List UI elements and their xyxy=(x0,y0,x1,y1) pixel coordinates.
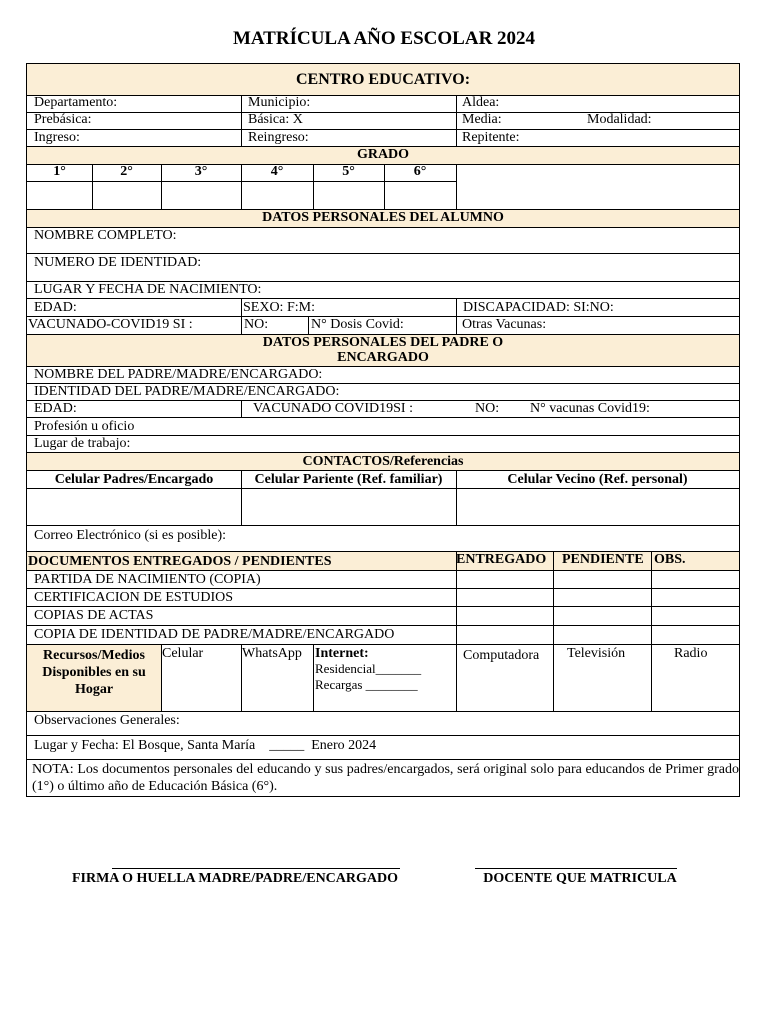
numero-identidad-field[interactable]: NUMERO DE IDENTIDAD: xyxy=(34,255,202,270)
observaciones-field[interactable]: Observaciones Generales: xyxy=(34,713,180,728)
documento-item: COPIAS DE ACTAS xyxy=(34,608,154,623)
documento-item: COPIA DE IDENTIDAD DE PADRE/MADRE/ENCARGADO xyxy=(34,627,395,642)
recursos-label-line1: Recursos/Medios xyxy=(43,648,145,663)
departamento-field[interactable]: Departamento: xyxy=(34,95,118,110)
documento-item: CERTIFICACION DE ESTUDIOS xyxy=(34,590,234,605)
dosis-covid-field[interactable]: N° Dosis Covid: xyxy=(311,317,404,332)
aldea-field[interactable]: Aldea: xyxy=(462,95,500,110)
correo-field[interactable]: Correo Electrónico (si es posible): xyxy=(34,528,227,543)
grade-5: 5° xyxy=(342,164,355,179)
nombre-padre-field[interactable]: NOMBRE DEL PADRE/MADRE/ENCARGADO: xyxy=(34,367,323,382)
grade-2: 2° xyxy=(120,164,133,179)
lugar-trabajo-field[interactable]: Lugar de trabajo: xyxy=(34,436,131,451)
obs-header: OBS. xyxy=(654,552,686,567)
recurso-television[interactable]: Televisión xyxy=(567,646,626,661)
grade-6: 6° xyxy=(413,164,427,179)
contactos-header: CONTACTOS/Referencias xyxy=(302,454,464,469)
centro-header: CENTRO EDUCATIVO: xyxy=(295,71,471,88)
recurso-recargas[interactable]: Recargas ________ xyxy=(315,677,418,692)
padre-vacunado-no-field[interactable]: NO: xyxy=(475,401,500,416)
padre-vacunado-field[interactable]: VACUNADO COVID19SI : xyxy=(253,401,413,416)
documentos-header: DOCUMENTOS ENTREGADOS / PENDIENTES xyxy=(28,554,332,569)
municipio-field[interactable]: Municipio: xyxy=(248,95,311,110)
recurso-internet[interactable]: Internet: xyxy=(315,646,369,661)
basica-field[interactable]: Básica: X xyxy=(248,112,303,127)
grade-1: 1° xyxy=(53,164,66,179)
firma-docente-label: DOCENTE QUE MATRICULA xyxy=(483,871,677,886)
firma-padre-line xyxy=(112,868,400,869)
alumno-vacunado-no-field[interactable]: NO: xyxy=(244,317,269,332)
recursos-label-line2: Disponibles en su xyxy=(42,665,146,680)
recurso-celular[interactable]: Celular xyxy=(162,646,204,661)
pendiente-header: PENDIENTE xyxy=(562,552,644,567)
celular-vecino-header: Celular Vecino (Ref. personal) xyxy=(507,472,688,487)
media-field[interactable]: Media: xyxy=(462,112,502,127)
lugar-fecha-nacimiento-field[interactable]: LUGAR Y FECHA DE NACIMIENTO: xyxy=(34,282,262,297)
modalidad-field[interactable]: Modalidad: xyxy=(587,112,652,127)
sexo-field[interactable]: SEXO: F:M: xyxy=(243,300,315,315)
padre-edad-field[interactable]: EDAD: xyxy=(34,401,77,416)
recurso-computadora[interactable]: Computadora xyxy=(463,648,540,663)
alumno-header: DATOS PERSONALES DEL ALUMNO xyxy=(262,210,504,225)
padre-header-line2: ENCARGADO xyxy=(337,350,429,365)
grado-header: GRADO xyxy=(356,147,410,162)
recurso-radio[interactable]: Radio xyxy=(674,646,708,661)
prebasica-field[interactable]: Prebásica: xyxy=(34,112,92,127)
nombre-completo-field[interactable]: NOMBRE COMPLETO: xyxy=(34,228,177,243)
reingreso-field[interactable]: Reingreso: xyxy=(248,130,309,145)
grade-4: 4° xyxy=(270,164,284,179)
lugar-fecha-field[interactable]: Lugar y Fecha: El Bosque, Santa María _____ Enero 2024 xyxy=(34,738,377,753)
ingreso-field[interactable]: Ingreso: xyxy=(34,130,80,145)
firma-padre-label: FIRMA O HUELLA MADRE/PADRE/ENCARGADO xyxy=(71,871,399,886)
celular-padres-header: Celular Padres/Encargado xyxy=(54,472,214,487)
nota-text: NOTA: Los documentos personales del educando y sus padres/encargados, será original solo para educandos de Primer grado (1°) o último año de Educación Básica (6°). xyxy=(32,762,739,794)
entregado-header: ENTREGADO xyxy=(456,552,547,567)
discapacidad-field[interactable]: DISCAPACIDAD: SI:NO: xyxy=(463,300,614,315)
repitente-field[interactable]: Repitente: xyxy=(462,130,520,145)
grade-3: 3° xyxy=(194,164,208,179)
recurso-whatsapp[interactable]: WhatsApp xyxy=(242,646,302,661)
form-title: MATRÍCULA AÑO ESCOLAR 2024 xyxy=(232,28,536,49)
profesion-field[interactable]: Profesión u oficio xyxy=(34,419,135,434)
recurso-residencial[interactable]: Residencial_______ xyxy=(315,661,422,676)
documento-item: PARTIDA DE NACIMIENTO (COPIA) xyxy=(34,572,261,587)
otras-vacunas-field[interactable]: Otras Vacunas: xyxy=(462,317,547,332)
alumno-edad-field[interactable]: EDAD: xyxy=(34,300,77,315)
firma-docente-line xyxy=(475,868,677,869)
padre-vacunas-field[interactable]: N° vacunas Covid19: xyxy=(530,401,650,416)
celular-pariente-header: Celular Pariente (Ref. familiar) xyxy=(254,472,443,487)
padre-header-line1: DATOS PERSONALES DEL PADRE O xyxy=(262,335,504,350)
alumno-vacunado-field[interactable]: VACUNADO-COVID19 SI : xyxy=(28,317,193,332)
identidad-padre-field[interactable]: IDENTIDAD DEL PADRE/MADRE/ENCARGADO: xyxy=(34,384,340,399)
recursos-label-line3: Hogar xyxy=(74,682,114,697)
